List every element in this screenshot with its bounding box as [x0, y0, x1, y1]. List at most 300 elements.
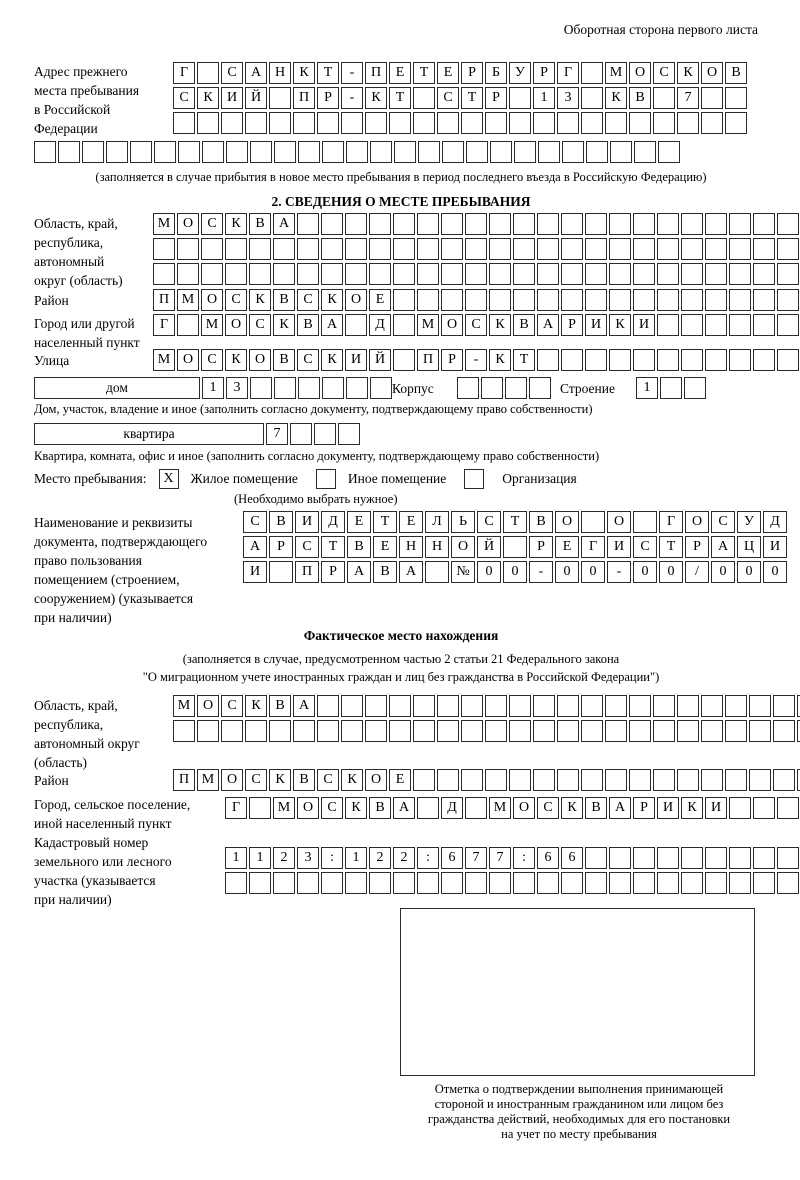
form-cell[interactable]: И: [295, 511, 319, 533]
form-cell[interactable]: Р: [685, 536, 709, 558]
form-cell[interactable]: М: [153, 349, 175, 371]
form-cell[interactable]: П: [173, 769, 195, 791]
form-cell[interactable]: Р: [533, 62, 555, 84]
form-cell[interactable]: Н: [425, 536, 449, 558]
form-cell[interactable]: [153, 238, 175, 260]
form-cell[interactable]: [249, 238, 271, 260]
form-cell[interactable]: У: [509, 62, 531, 84]
form-cell[interactable]: Т: [317, 62, 339, 84]
form-cell[interactable]: :: [321, 847, 343, 869]
form-cell[interactable]: [633, 511, 657, 533]
form-cell[interactable]: О: [629, 62, 651, 84]
form-cell[interactable]: О: [701, 62, 723, 84]
form-cell[interactable]: [490, 141, 512, 163]
form-cell[interactable]: Т: [659, 536, 683, 558]
form-cell[interactable]: А: [393, 797, 415, 819]
form-cell[interactable]: [226, 141, 248, 163]
form-cell[interactable]: А: [243, 536, 267, 558]
form-cell[interactable]: 7: [677, 87, 699, 109]
form-cell[interactable]: [441, 289, 463, 311]
form-cell[interactable]: [322, 377, 344, 399]
form-cell[interactable]: Е: [437, 62, 459, 84]
form-cell[interactable]: О: [365, 769, 387, 791]
city-row[interactable]: [153, 314, 800, 336]
form-cell[interactable]: [437, 695, 459, 717]
form-cell[interactable]: Е: [555, 536, 579, 558]
form-cell[interactable]: [365, 112, 387, 134]
korpus-cells[interactable]: [457, 377, 553, 399]
form-cell[interactable]: [585, 349, 607, 371]
form-cell[interactable]: [777, 349, 799, 371]
form-cell[interactable]: В: [297, 314, 319, 336]
form-cell[interactable]: [681, 872, 703, 894]
form-cell[interactable]: [561, 263, 583, 285]
form-cell[interactable]: [485, 720, 507, 742]
form-cell[interactable]: Е: [389, 62, 411, 84]
form-cell[interactable]: [725, 695, 747, 717]
form-cell[interactable]: [485, 769, 507, 791]
form-cell[interactable]: [705, 847, 727, 869]
form-cell[interactable]: 1: [225, 847, 247, 869]
form-cell[interactable]: С: [321, 797, 343, 819]
form-cell[interactable]: [729, 213, 751, 235]
form-cell[interactable]: [609, 213, 631, 235]
form-cell[interactable]: Т: [461, 87, 483, 109]
form-cell[interactable]: 1: [533, 87, 555, 109]
form-cell[interactable]: В: [373, 561, 397, 583]
form-cell[interactable]: [657, 213, 679, 235]
form-cell[interactable]: [585, 872, 607, 894]
form-cell[interactable]: О: [177, 213, 199, 235]
form-cell[interactable]: [657, 289, 679, 311]
form-cell[interactable]: В: [369, 797, 391, 819]
form-cell[interactable]: Р: [633, 797, 655, 819]
form-cell[interactable]: -: [465, 349, 487, 371]
form-cell[interactable]: [197, 112, 219, 134]
form-cell[interactable]: [249, 263, 271, 285]
form-cell[interactable]: [749, 695, 771, 717]
form-cell[interactable]: С: [537, 797, 559, 819]
form-cell[interactable]: П: [365, 62, 387, 84]
form-cell[interactable]: [82, 141, 104, 163]
form-cell[interactable]: Р: [269, 536, 293, 558]
form-cell[interactable]: [629, 112, 651, 134]
form-cell[interactable]: [753, 872, 775, 894]
form-cell[interactable]: [677, 695, 699, 717]
form-cell[interactable]: [725, 720, 747, 742]
form-cell[interactable]: [442, 141, 464, 163]
form-cell[interactable]: [201, 263, 223, 285]
form-cell[interactable]: [753, 213, 775, 235]
form-cell[interactable]: [514, 141, 536, 163]
form-cell[interactable]: [413, 87, 435, 109]
prev-address-row-1[interactable]: [173, 62, 749, 84]
form-cell[interactable]: С: [633, 536, 657, 558]
form-cell[interactable]: [585, 847, 607, 869]
form-cell[interactable]: [441, 872, 463, 894]
form-cell[interactable]: [585, 263, 607, 285]
form-cell[interactable]: [417, 872, 439, 894]
form-cell[interactable]: [633, 238, 655, 260]
document-row-1[interactable]: [243, 511, 789, 533]
form-cell[interactable]: [269, 720, 291, 742]
form-cell[interactable]: [701, 769, 723, 791]
form-cell[interactable]: Д: [369, 314, 391, 336]
form-cell[interactable]: П: [295, 561, 319, 583]
form-cell[interactable]: [465, 797, 487, 819]
form-cell[interactable]: [629, 695, 651, 717]
form-cell[interactable]: В: [529, 511, 553, 533]
form-cell[interactable]: [197, 720, 219, 742]
form-cell[interactable]: В: [585, 797, 607, 819]
form-cell[interactable]: [369, 263, 391, 285]
form-cell[interactable]: 1: [249, 847, 271, 869]
form-cell[interactable]: [701, 87, 723, 109]
form-cell[interactable]: [269, 112, 291, 134]
form-cell[interactable]: [609, 289, 631, 311]
form-cell[interactable]: М: [197, 769, 219, 791]
form-cell[interactable]: [537, 349, 559, 371]
form-cell[interactable]: :: [417, 847, 439, 869]
form-cell[interactable]: Р: [529, 536, 553, 558]
form-cell[interactable]: [777, 797, 799, 819]
form-cell[interactable]: М: [153, 213, 175, 235]
form-cell[interactable]: Г: [225, 797, 247, 819]
form-cell[interactable]: [681, 314, 703, 336]
form-cell[interactable]: №: [451, 561, 475, 583]
form-cell[interactable]: 0: [555, 561, 579, 583]
form-cell[interactable]: [250, 377, 272, 399]
form-cell[interactable]: [653, 720, 675, 742]
form-cell[interactable]: Р: [441, 349, 463, 371]
form-cell[interactable]: О: [513, 797, 535, 819]
form-cell[interactable]: К: [321, 289, 343, 311]
form-cell[interactable]: [658, 141, 680, 163]
form-cell[interactable]: М: [489, 797, 511, 819]
form-cell[interactable]: [633, 349, 655, 371]
form-cell[interactable]: В: [269, 511, 293, 533]
form-cell[interactable]: [753, 289, 775, 311]
actual-city-row[interactable]: [225, 797, 800, 819]
form-cell[interactable]: [365, 695, 387, 717]
form-cell[interactable]: Г: [173, 62, 195, 84]
form-cell[interactable]: К: [489, 314, 511, 336]
form-cell[interactable]: [705, 263, 727, 285]
form-cell[interactable]: М: [177, 289, 199, 311]
form-cell[interactable]: 1: [345, 847, 367, 869]
form-cell[interactable]: [538, 141, 560, 163]
form-cell[interactable]: О: [607, 511, 631, 533]
form-cell[interactable]: С: [653, 62, 675, 84]
form-cell[interactable]: Д: [441, 797, 463, 819]
form-cell[interactable]: И: [221, 87, 243, 109]
form-cell[interactable]: [201, 238, 223, 260]
form-cell[interactable]: [369, 238, 391, 260]
form-cell[interactable]: Ь: [451, 511, 475, 533]
form-cell[interactable]: [202, 141, 224, 163]
form-cell[interactable]: [297, 872, 319, 894]
form-cell[interactable]: [293, 720, 315, 742]
form-cell[interactable]: [677, 112, 699, 134]
form-cell[interactable]: [633, 289, 655, 311]
form-cell[interactable]: [413, 695, 435, 717]
form-cell[interactable]: К: [489, 349, 511, 371]
form-cell[interactable]: [681, 349, 703, 371]
form-cell[interactable]: [370, 377, 392, 399]
form-cell[interactable]: [581, 695, 603, 717]
form-cell[interactable]: [561, 289, 583, 311]
form-cell[interactable]: С: [201, 349, 223, 371]
form-cell[interactable]: О: [297, 797, 319, 819]
form-cell[interactable]: [701, 720, 723, 742]
form-cell[interactable]: [753, 797, 775, 819]
form-cell[interactable]: [393, 349, 415, 371]
form-cell[interactable]: [365, 720, 387, 742]
form-cell[interactable]: [297, 213, 319, 235]
form-cell[interactable]: [513, 872, 535, 894]
form-cell[interactable]: [605, 720, 627, 742]
document-row-3[interactable]: [243, 561, 789, 583]
form-cell[interactable]: К: [249, 289, 271, 311]
form-cell[interactable]: Л: [425, 511, 449, 533]
form-cell[interactable]: [425, 561, 449, 583]
kvartira-cells[interactable]: [266, 423, 362, 445]
form-cell[interactable]: [369, 213, 391, 235]
form-cell[interactable]: 6: [561, 847, 583, 869]
form-cell[interactable]: [489, 263, 511, 285]
form-cell[interactable]: [154, 141, 176, 163]
form-cell[interactable]: [777, 289, 799, 311]
form-cell[interactable]: -: [529, 561, 553, 583]
form-cell[interactable]: О: [345, 289, 367, 311]
form-cell[interactable]: [274, 377, 296, 399]
form-cell[interactable]: К: [273, 314, 295, 336]
form-cell[interactable]: [394, 141, 416, 163]
form-cell[interactable]: [509, 769, 531, 791]
region-row-1[interactable]: [153, 213, 800, 235]
form-cell[interactable]: [705, 349, 727, 371]
form-cell[interactable]: [777, 238, 799, 260]
form-cell[interactable]: [729, 349, 751, 371]
form-cell[interactable]: [513, 263, 535, 285]
form-cell[interactable]: Т: [373, 511, 397, 533]
form-cell[interactable]: [777, 314, 799, 336]
form-cell[interactable]: С: [249, 314, 271, 336]
form-cell[interactable]: С: [295, 536, 319, 558]
form-cell[interactable]: 1: [636, 377, 658, 399]
stay-type-checkbox-organization[interactable]: [464, 469, 484, 489]
form-cell[interactable]: [753, 263, 775, 285]
form-cell[interactable]: Р: [485, 87, 507, 109]
form-cell[interactable]: Й: [477, 536, 501, 558]
form-cell[interactable]: [561, 213, 583, 235]
form-cell[interactable]: О: [685, 511, 709, 533]
form-cell[interactable]: [437, 112, 459, 134]
form-cell[interactable]: [417, 263, 439, 285]
form-cell[interactable]: К: [341, 769, 363, 791]
form-cell[interactable]: [298, 377, 320, 399]
form-cell[interactable]: [533, 769, 555, 791]
stroenie-cells[interactable]: [636, 377, 708, 399]
form-cell[interactable]: П: [293, 87, 315, 109]
form-cell[interactable]: [513, 238, 535, 260]
form-cell[interactable]: [314, 423, 336, 445]
form-cell[interactable]: И: [633, 314, 655, 336]
form-cell[interactable]: [681, 213, 703, 235]
form-cell[interactable]: М: [201, 314, 223, 336]
form-cell[interactable]: [705, 213, 727, 235]
form-cell[interactable]: [653, 112, 675, 134]
form-cell[interactable]: [322, 141, 344, 163]
form-cell[interactable]: [561, 238, 583, 260]
form-cell[interactable]: [273, 872, 295, 894]
form-cell[interactable]: [341, 112, 363, 134]
form-cell[interactable]: Т: [413, 62, 435, 84]
form-cell[interactable]: [269, 561, 293, 583]
form-cell[interactable]: [417, 289, 439, 311]
form-cell[interactable]: [537, 238, 559, 260]
form-cell[interactable]: [225, 238, 247, 260]
form-cell[interactable]: [657, 847, 679, 869]
form-cell[interactable]: Т: [513, 349, 535, 371]
cadastral-row-1[interactable]: [225, 847, 800, 869]
form-cell[interactable]: [437, 769, 459, 791]
form-cell[interactable]: [753, 349, 775, 371]
document-row-2[interactable]: [243, 536, 789, 558]
form-cell[interactable]: [321, 238, 343, 260]
form-cell[interactable]: [586, 141, 608, 163]
form-cell[interactable]: И: [585, 314, 607, 336]
form-cell[interactable]: [245, 112, 267, 134]
form-cell[interactable]: Е: [399, 511, 423, 533]
actual-district-row[interactable]: [173, 769, 800, 791]
form-cell[interactable]: [701, 695, 723, 717]
form-cell[interactable]: [413, 769, 435, 791]
form-cell[interactable]: [513, 289, 535, 311]
form-cell[interactable]: С: [221, 62, 243, 84]
form-cell[interactable]: [418, 141, 440, 163]
form-cell[interactable]: Е: [347, 511, 371, 533]
form-cell[interactable]: [297, 238, 319, 260]
form-cell[interactable]: [653, 87, 675, 109]
form-cell[interactable]: [269, 87, 291, 109]
form-cell[interactable]: [537, 213, 559, 235]
form-cell[interactable]: [557, 112, 579, 134]
form-cell[interactable]: [221, 720, 243, 742]
form-cell[interactable]: [705, 314, 727, 336]
form-cell[interactable]: [338, 423, 360, 445]
form-cell[interactable]: [341, 720, 363, 742]
form-cell[interactable]: [581, 511, 605, 533]
form-cell[interactable]: В: [249, 213, 271, 235]
form-cell[interactable]: А: [321, 314, 343, 336]
form-cell[interactable]: [634, 141, 656, 163]
form-cell[interactable]: [777, 263, 799, 285]
form-cell[interactable]: А: [399, 561, 423, 583]
form-cell[interactable]: М: [173, 695, 195, 717]
form-cell[interactable]: [773, 769, 795, 791]
form-cell[interactable]: [585, 238, 607, 260]
form-cell[interactable]: [273, 263, 295, 285]
form-cell[interactable]: [777, 872, 799, 894]
form-cell[interactable]: [465, 289, 487, 311]
form-cell[interactable]: 7: [465, 847, 487, 869]
stamp-box[interactable]: [400, 908, 755, 1076]
form-cell[interactable]: К: [197, 87, 219, 109]
form-cell[interactable]: С: [477, 511, 501, 533]
form-cell[interactable]: [729, 314, 751, 336]
form-cell[interactable]: [393, 314, 415, 336]
form-cell[interactable]: С: [173, 87, 195, 109]
form-cell[interactable]: М: [273, 797, 295, 819]
form-cell[interactable]: Б: [485, 62, 507, 84]
form-cell[interactable]: [441, 238, 463, 260]
region-row-2[interactable]: [153, 238, 800, 260]
form-cell[interactable]: [657, 263, 679, 285]
form-cell[interactable]: [557, 720, 579, 742]
form-cell[interactable]: О: [201, 289, 223, 311]
form-cell[interactable]: [753, 238, 775, 260]
form-cell[interactable]: [465, 213, 487, 235]
form-cell[interactable]: Д: [763, 511, 787, 533]
form-cell[interactable]: 3: [226, 377, 248, 399]
form-cell[interactable]: [173, 112, 195, 134]
form-cell[interactable]: [461, 720, 483, 742]
form-cell[interactable]: [489, 872, 511, 894]
form-cell[interactable]: С: [465, 314, 487, 336]
form-cell[interactable]: [537, 263, 559, 285]
form-cell[interactable]: К: [609, 314, 631, 336]
form-cell[interactable]: Р: [317, 87, 339, 109]
form-cell[interactable]: К: [269, 769, 291, 791]
form-cell[interactable]: [245, 720, 267, 742]
form-cell[interactable]: [753, 314, 775, 336]
form-cell[interactable]: Е: [389, 769, 411, 791]
form-cell[interactable]: 7: [266, 423, 288, 445]
form-cell[interactable]: [681, 847, 703, 869]
form-cell[interactable]: [177, 314, 199, 336]
form-cell[interactable]: [106, 141, 128, 163]
form-cell[interactable]: 2: [369, 847, 391, 869]
form-cell[interactable]: 1: [202, 377, 224, 399]
form-cell[interactable]: К: [225, 349, 247, 371]
form-cell[interactable]: [441, 213, 463, 235]
form-cell[interactable]: [581, 769, 603, 791]
form-cell[interactable]: [681, 289, 703, 311]
form-cell[interactable]: П: [417, 349, 439, 371]
form-cell[interactable]: [657, 349, 679, 371]
prev-address-row-4[interactable]: [34, 141, 682, 163]
form-cell[interactable]: [298, 141, 320, 163]
form-cell[interactable]: 0: [503, 561, 527, 583]
street-row[interactable]: [153, 349, 800, 371]
form-cell[interactable]: 0: [737, 561, 761, 583]
form-cell[interactable]: [681, 263, 703, 285]
form-cell[interactable]: [529, 377, 551, 399]
actual-region-row-2[interactable]: [173, 720, 800, 742]
form-cell[interactable]: А: [347, 561, 371, 583]
form-cell[interactable]: [274, 141, 296, 163]
form-cell[interactable]: [581, 720, 603, 742]
form-cell[interactable]: [413, 112, 435, 134]
form-cell[interactable]: [130, 141, 152, 163]
stay-type-checkbox-other[interactable]: [316, 469, 336, 489]
form-cell[interactable]: К: [321, 349, 343, 371]
form-cell[interactable]: [677, 720, 699, 742]
form-cell[interactable]: [173, 720, 195, 742]
form-cell[interactable]: Г: [581, 536, 605, 558]
form-cell[interactable]: [225, 263, 247, 285]
